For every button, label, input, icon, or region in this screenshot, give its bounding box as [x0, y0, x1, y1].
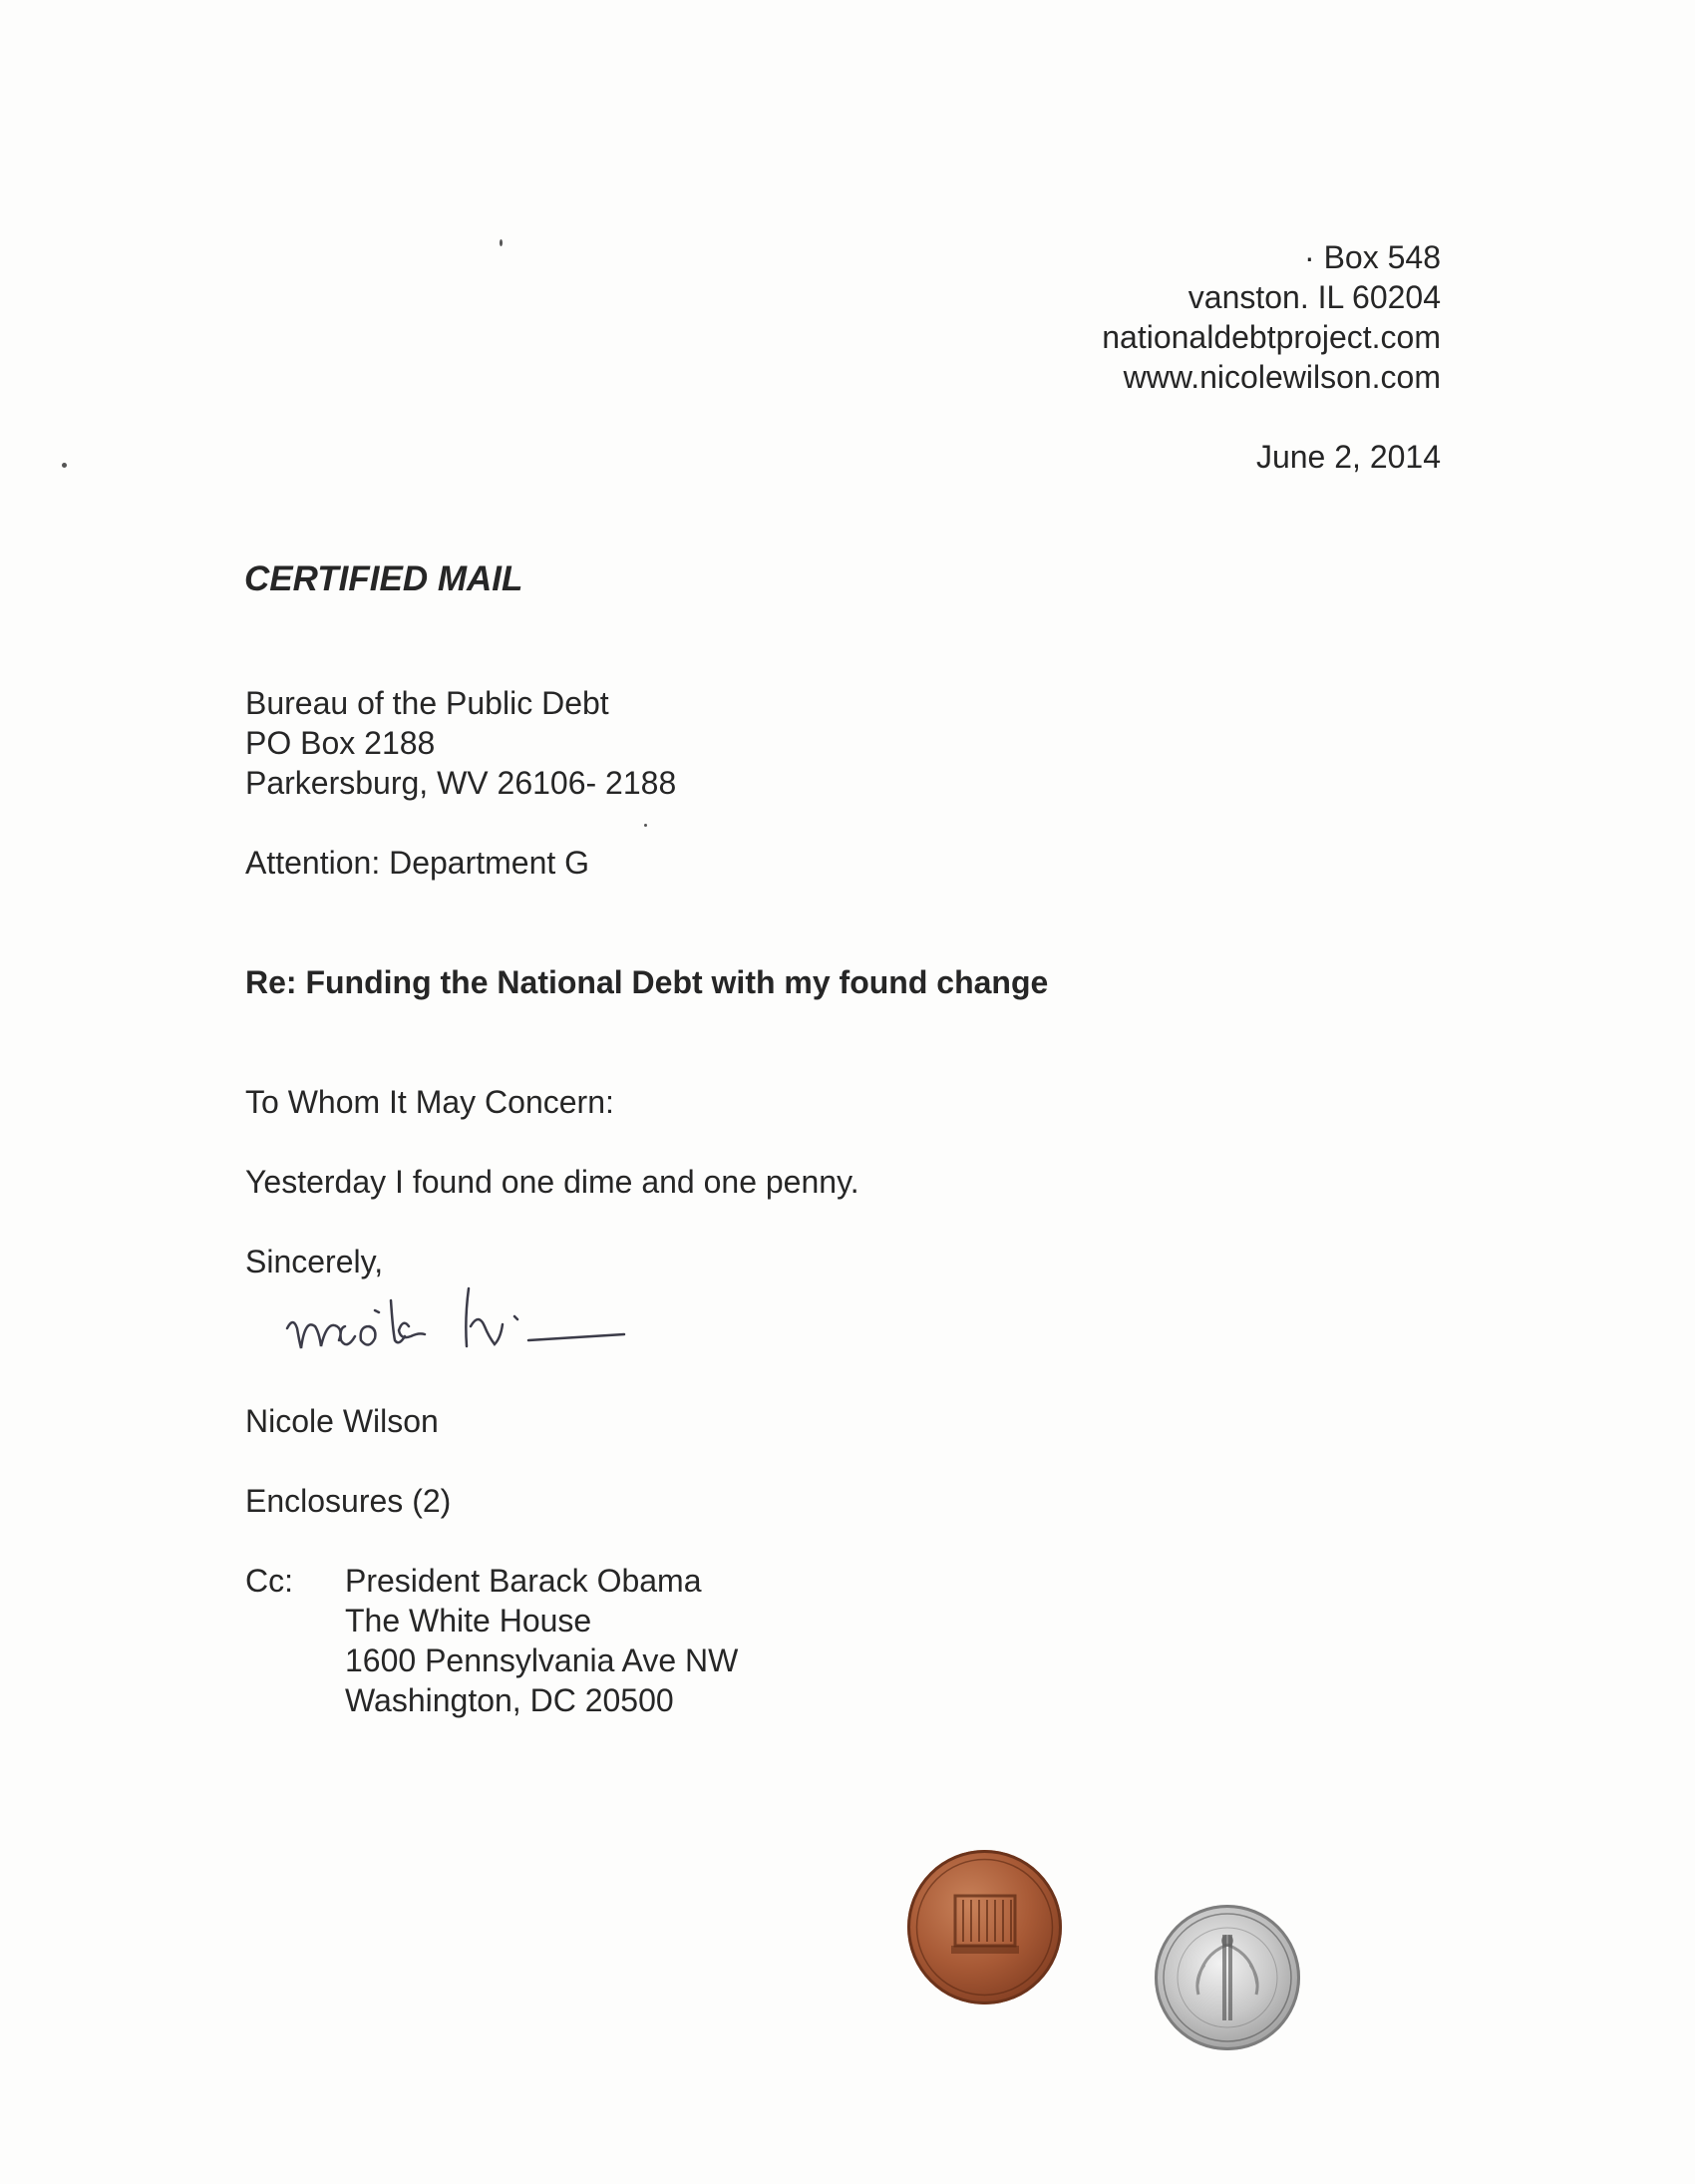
sender-website-1: nationaldebtproject.com — [1102, 319, 1441, 355]
signer-name: Nicole Wilson — [245, 1403, 439, 1439]
attention-line: Attention: Department G — [245, 845, 590, 881]
cc-line-1: President Barack Obama — [345, 1563, 702, 1599]
sender-box: · Box 548 — [1304, 239, 1441, 275]
scan-speck — [62, 463, 67, 468]
scan-speck — [500, 239, 503, 246]
recipient-line-2: PO Box 2188 — [245, 725, 436, 761]
scan-speck — [644, 824, 647, 827]
recipient-line-3: Parkersburg, WV 26106- 2188 — [245, 765, 677, 801]
body-text: Yesterday I found one dime and one penny. — [245, 1164, 859, 1200]
cc-line-3: 1600 Pennsylvania Ave NW — [345, 1642, 739, 1678]
cc-line-2: The White House — [345, 1603, 592, 1638]
letter-date: June 2, 2014 — [1255, 439, 1441, 475]
subject-line: Re: Funding the National Debt with my found change — [245, 964, 1049, 1000]
sender-city: vanston. IL 60204 — [1187, 279, 1441, 315]
cc-line-4: Washington, DC 20500 — [345, 1682, 674, 1718]
signature — [279, 1267, 658, 1376]
enclosures-line: Enclosures (2) — [245, 1483, 452, 1519]
recipient-line-1: Bureau of the Public Debt — [245, 685, 609, 721]
penny-coin — [907, 1850, 1062, 2004]
mail-type: CERTIFIED MAIL — [244, 559, 523, 598]
cc-label: Cc: — [245, 1563, 293, 1599]
salutation: To Whom It May Concern: — [245, 1084, 614, 1120]
dime-coin — [1155, 1905, 1300, 2050]
closing: Sincerely, — [245, 1244, 384, 1279]
sender-website-2: www.nicolewilson.com — [1123, 359, 1441, 395]
